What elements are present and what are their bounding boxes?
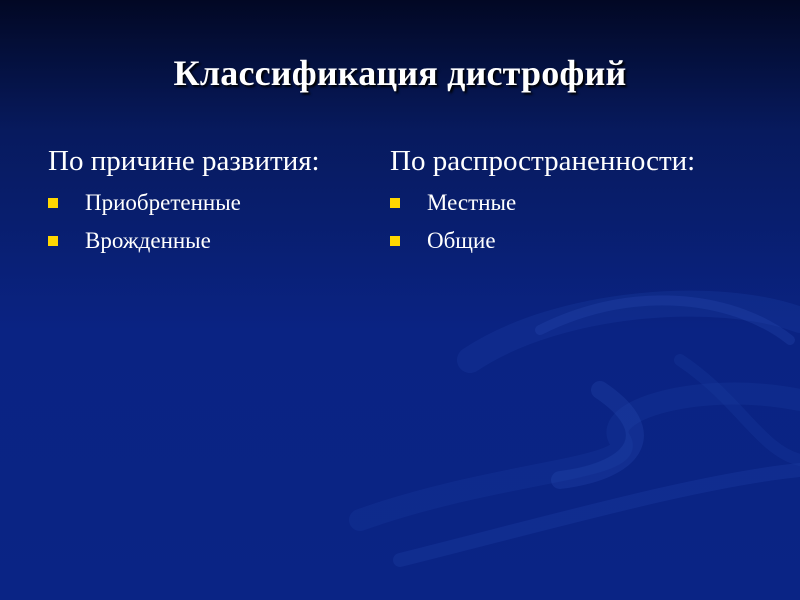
list-item [390, 228, 695, 266]
left-column [48, 145, 320, 266]
left-bullet-list [48, 190, 320, 266]
square-bullet-icon [48, 198, 58, 208]
list-item-label: Общие [427, 228, 496, 253]
list-item [390, 190, 695, 228]
left-column-heading: По причине развития: [48, 145, 320, 177]
list-item [48, 190, 320, 228]
square-bullet-icon [48, 236, 58, 246]
list-item [48, 228, 320, 266]
square-bullet-icon [390, 236, 400, 246]
list-item-label: Врожденные [85, 228, 211, 253]
list-item-label: Приобретенные [85, 190, 241, 215]
slide-title: Классификация дистрофий [173, 53, 627, 93]
right-bullet-list [390, 190, 695, 266]
list-item-label: Местные [427, 190, 517, 215]
right-column-heading: По распространенности: [390, 145, 696, 177]
square-bullet-icon [390, 198, 400, 208]
right-column [390, 145, 695, 266]
